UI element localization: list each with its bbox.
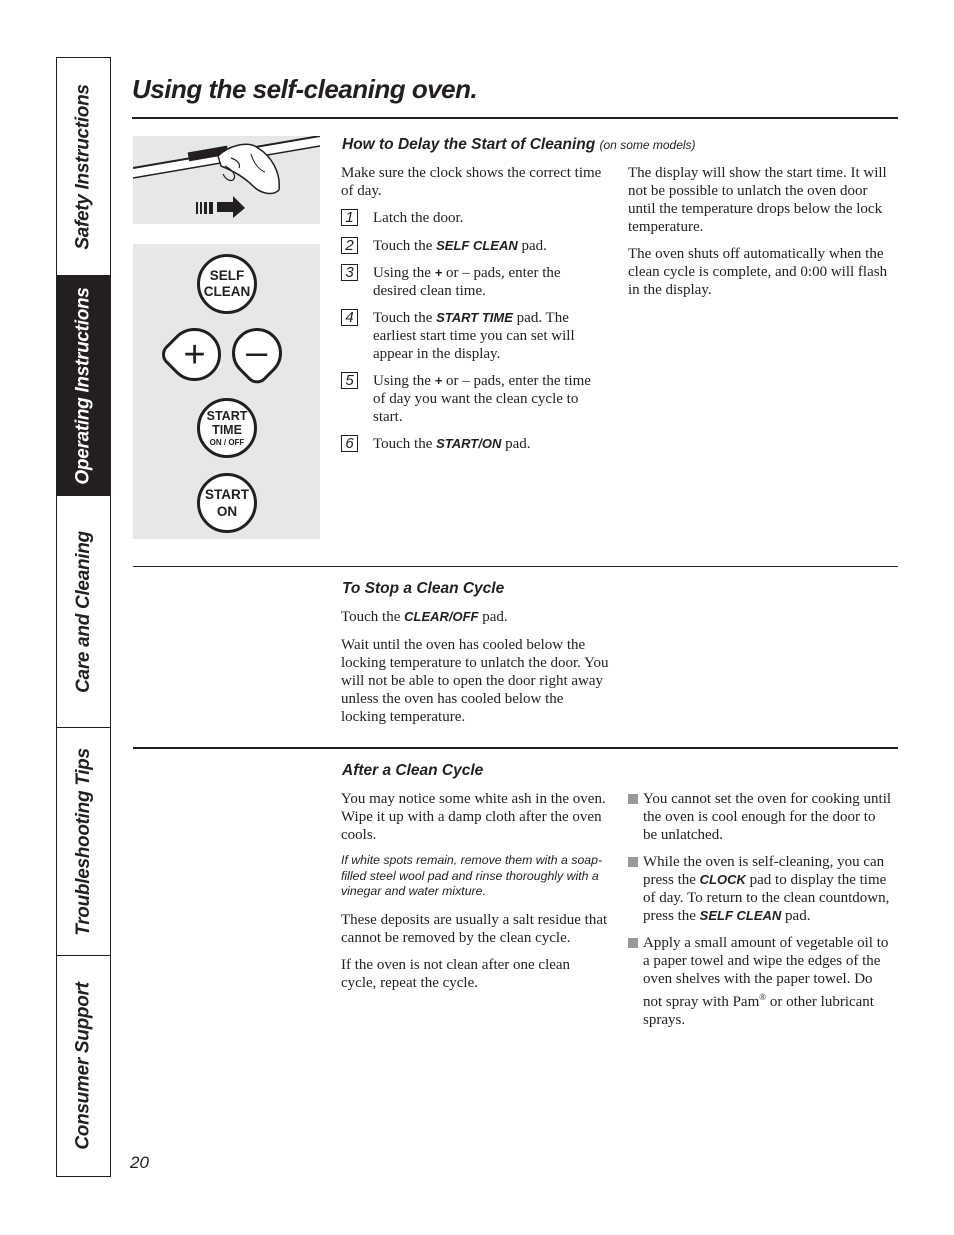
step-keyword: START TIME bbox=[436, 310, 513, 325]
after-heading: After a Clean Cycle bbox=[342, 762, 484, 779]
heading-text: How to Delay the Start of Cleaning bbox=[342, 136, 596, 153]
pad-label: ON bbox=[216, 504, 238, 519]
door-latch-illustration bbox=[133, 136, 320, 224]
square-bullet-icon bbox=[628, 794, 638, 804]
page-number: 20 bbox=[130, 1153, 149, 1172]
paragraph: If the oven is not clean after one clean cycle, repeat the cycle. bbox=[341, 956, 571, 991]
start-on-pad[interactable] bbox=[197, 473, 257, 533]
text: pad. bbox=[478, 609, 508, 625]
paragraph: The display will show the start time. It will not be possible to unlatch the oven door until the temperature drops below the lock temperature. bbox=[628, 165, 887, 235]
tab-care-and-cleaning[interactable] bbox=[57, 496, 110, 728]
pad-label: START bbox=[205, 487, 249, 502]
arrow-right-icon bbox=[196, 196, 245, 218]
paragraph: Wait until the oven has cooled below the locking temperature to unlatch the door. You will not be able to open the door right away unless the oven has cooled below the locking temperature. bbox=[341, 637, 609, 725]
step-1 bbox=[341, 209, 606, 227]
step-number: 2 bbox=[341, 237, 358, 254]
bullet-item bbox=[628, 934, 893, 1029]
start-time-pad[interactable] bbox=[197, 398, 257, 458]
delay-intro bbox=[341, 164, 606, 209]
paragraph: These deposits are usually a salt residue that cannot be removed by the clean cycle. bbox=[341, 911, 608, 946]
bullet-text: pad. bbox=[781, 908, 811, 924]
step-2 bbox=[341, 237, 606, 255]
heading-note: (on some models) bbox=[599, 138, 696, 152]
plus-icon: + bbox=[183, 333, 206, 376]
keyword: CLOCK bbox=[699, 872, 746, 887]
bullet-text: or other lubricant sprays. bbox=[643, 994, 874, 1028]
step-text: pad. bbox=[517, 238, 547, 254]
registered-mark: ® bbox=[759, 992, 767, 1002]
bullet-item bbox=[628, 790, 893, 844]
step-number: 6 bbox=[341, 435, 358, 452]
step-text: pad. bbox=[501, 436, 531, 452]
page-title: Using the self-cleaning oven. bbox=[132, 74, 478, 104]
tab-label: Safety Instructions bbox=[72, 83, 94, 250]
pad-label: TIME bbox=[212, 422, 242, 437]
minus-icon: – bbox=[246, 331, 268, 374]
tab-troubleshooting-tips[interactable] bbox=[57, 728, 110, 956]
title-rule bbox=[132, 117, 898, 119]
bullet-text: Apply a small amount of vegetable oil to a paper towel and wipe the edges of the oven shelves with the paper towel. Do not spray with Pam bbox=[643, 935, 889, 1010]
delay-heading bbox=[342, 136, 696, 154]
tab-label: Troubleshooting Tips bbox=[72, 747, 94, 936]
bullet-text: While the oven is self-cleaning, you can press the bbox=[643, 854, 885, 888]
self-clean-pad[interactable] bbox=[197, 254, 257, 314]
paragraph: The oven shuts off automatically when the clean cycle is complete, and 0:00 will flash in the display. bbox=[628, 246, 888, 298]
step-text: or – pads, enter the desired clean time. bbox=[373, 265, 561, 299]
step-keyword: SELF CLEAN bbox=[436, 238, 518, 253]
keyword: CLEAR/OFF bbox=[404, 609, 479, 624]
tab-operating-instructions[interactable] bbox=[57, 276, 110, 496]
after-right-column bbox=[628, 790, 893, 1038]
keyword: SELF CLEAN bbox=[699, 908, 782, 923]
step-text: Using the bbox=[373, 265, 435, 281]
pad-label: CLEAN bbox=[203, 284, 251, 299]
tab-label: Consumer Support bbox=[72, 982, 94, 1150]
note: If white spots remain, remove them with a soap-filled steel wool pad and rinse thoroughly with a vinegar and water mixture. bbox=[341, 853, 603, 898]
intro-text: Make sure the clock shows the correct time of day. bbox=[341, 165, 602, 199]
bullet-text: You cannot set the oven for cooking until the oven is cool enough for the door to be unlatched. bbox=[643, 791, 892, 843]
step-keyword: START/ON bbox=[436, 436, 502, 451]
step-3 bbox=[341, 264, 606, 300]
text: Touch the bbox=[341, 609, 405, 625]
bullet-item bbox=[628, 853, 893, 925]
step-text: Using the bbox=[373, 373, 435, 389]
step-text: Touch the bbox=[373, 310, 437, 326]
pad-label: START bbox=[206, 408, 248, 423]
square-bullet-icon bbox=[628, 857, 638, 867]
step-text: pad. The earliest start time you can set will appear in the display. bbox=[373, 310, 575, 362]
after-left-column bbox=[341, 790, 609, 1001]
stop-text bbox=[341, 608, 609, 735]
step-text: Touch the bbox=[373, 238, 437, 254]
step-text: Touch the bbox=[373, 436, 437, 452]
step-4 bbox=[341, 309, 606, 363]
tab-label: Operating Instructions bbox=[72, 286, 94, 485]
section-divider bbox=[133, 747, 898, 749]
paragraph: You may notice some white ash in the oven. Wipe it up with a damp cloth after the oven cools. bbox=[341, 791, 606, 843]
stop-heading: To Stop a Clean Cycle bbox=[342, 580, 505, 597]
step-5 bbox=[341, 372, 606, 426]
step-number: 5 bbox=[341, 372, 358, 389]
step-number: 3 bbox=[341, 264, 358, 281]
section-tabs bbox=[56, 57, 111, 1177]
step-6 bbox=[341, 435, 606, 453]
step-text: or – pads, enter the time of day you want the clean cycle to start. bbox=[373, 373, 591, 425]
pad-sublabel: ON / OFF bbox=[209, 437, 245, 447]
step-keyword: + bbox=[434, 373, 443, 388]
step-number: 1 bbox=[341, 209, 358, 226]
step-keyword: + bbox=[434, 265, 443, 280]
tab-label: Care and Cleaning bbox=[72, 530, 94, 693]
tab-consumer-support[interactable] bbox=[57, 956, 110, 1176]
section-divider bbox=[133, 566, 898, 567]
square-bullet-icon bbox=[628, 938, 638, 948]
paragraph bbox=[341, 608, 609, 626]
step-text: Latch the door. bbox=[373, 210, 464, 226]
step-number: 4 bbox=[341, 309, 358, 326]
pad-label: SELF bbox=[209, 268, 245, 283]
bullet-text: pad to display the time of day. To return to the clean countdown, press the bbox=[643, 872, 890, 924]
tab-safety-instructions[interactable] bbox=[57, 58, 110, 276]
delay-right-column bbox=[628, 164, 893, 308]
latch-hand-icon bbox=[133, 136, 320, 224]
